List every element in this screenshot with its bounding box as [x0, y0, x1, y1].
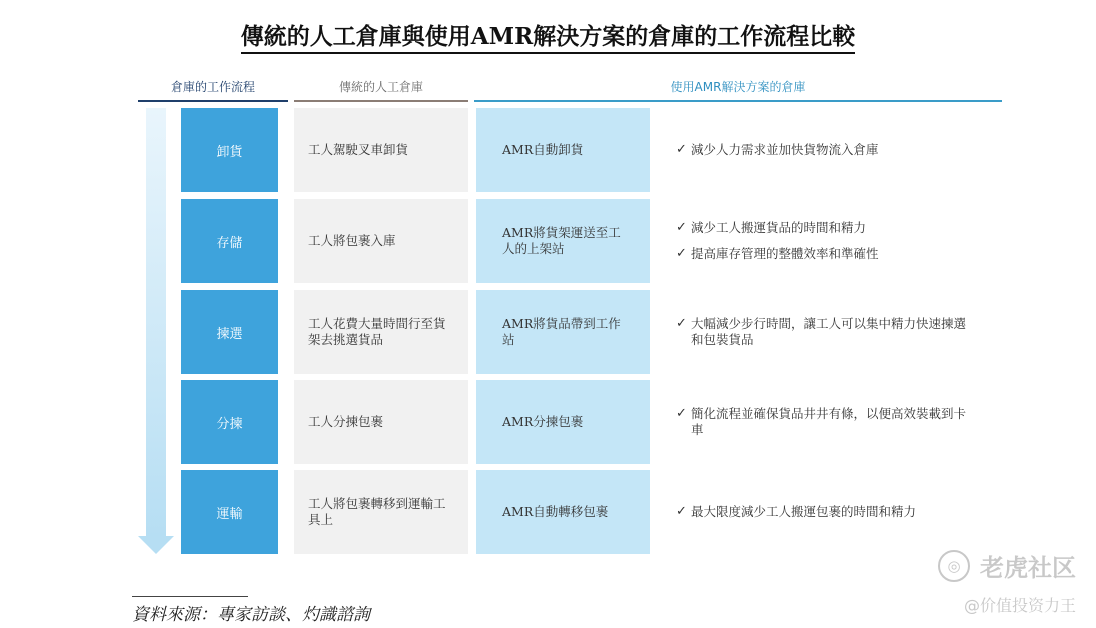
- amr-cell-sorting: [476, 380, 650, 464]
- amr-text: AMR將貨品帶到工作站: [502, 316, 621, 347]
- check-icon: ✓: [676, 142, 687, 157]
- title-text: 傳統的人工倉庫與使用AMR解決方案的倉庫的工作流程比較: [241, 23, 855, 54]
- manual-text: 工人花費大量時間行至貨架去挑選貨品: [308, 316, 446, 347]
- amr-cell-transport: [476, 470, 650, 554]
- manual-cell-storage: [294, 199, 468, 283]
- tiger-logo-icon: ◎: [938, 550, 970, 582]
- amr-cell-unloading: [476, 108, 650, 192]
- amr-cell-picking: [476, 290, 650, 374]
- amr-text: AMR自動轉移包裹: [502, 504, 609, 519]
- down-arrow-icon: [138, 108, 174, 556]
- benefits-unloading: [676, 108, 976, 192]
- manual-text: 工人將包裹入庫: [308, 233, 396, 248]
- page-title: [0, 18, 1096, 51]
- stage-unloading: 卸貨: [181, 108, 278, 192]
- manual-text: 工人將包裹轉移到運輸工具上: [308, 496, 446, 527]
- watermark-brand-text: 老虎社区: [980, 554, 1076, 582]
- amr-text: AMR分揀包裹: [502, 414, 584, 429]
- check-icon: ✓: [676, 246, 687, 261]
- benefits-storage: [676, 199, 976, 283]
- amr-text: AMR將貨架運送至工人的上架站: [502, 225, 621, 256]
- benefit-item: [676, 220, 976, 236]
- benefit-item: [676, 142, 976, 158]
- benefit-text: 減少人力需求並加快貨物流入倉庫: [691, 142, 879, 157]
- benefits-transport: [676, 470, 976, 554]
- manual-cell-sorting: [294, 380, 468, 464]
- header-workflow: 倉庫的工作流程: [170, 80, 255, 94]
- amr-text: AMR自動卸貨: [502, 142, 584, 157]
- manual-cell-picking: [294, 290, 468, 374]
- header-manual-underline: [294, 100, 468, 102]
- benefits-picking: [676, 290, 976, 374]
- benefit-text: 最大限度減少工人搬運包裹的時間和精力: [691, 504, 917, 519]
- stage-transport: 運輸: [181, 470, 278, 554]
- benefit-text: 大幅減少步行時間，讓工人可以集中精力快速揀選和包裝貨品: [691, 316, 967, 347]
- benefit-text: 提高庫存管理的整體效率和準確性: [691, 246, 879, 261]
- watermark-user: @价值投资力王: [963, 596, 1076, 615]
- benefit-item: [676, 406, 976, 438]
- header-amr-underline: [474, 100, 1002, 102]
- manual-cell-transport: [294, 470, 468, 554]
- stage-picking: 揀選: [181, 290, 278, 374]
- manual-cell-unloading: [294, 108, 468, 192]
- benefit-text: 簡化流程並確保貨品井井有條，以便高效裝載到卡車: [691, 406, 967, 437]
- flow-arrow: [138, 108, 174, 556]
- benefit-item: [676, 504, 976, 520]
- check-icon: ✓: [676, 220, 687, 235]
- watermark-brand: [938, 548, 1076, 583]
- header-manual: 傳統的人工倉庫: [338, 80, 423, 94]
- check-icon: ✓: [676, 406, 687, 421]
- source-note: 資料來源：專家訪談、灼識諮詢: [132, 605, 370, 625]
- check-icon: ✓: [676, 316, 687, 331]
- benefit-text: 減少工人搬運貨品的時間和精力: [691, 220, 867, 235]
- header-workflow-underline: [138, 100, 288, 102]
- amr-cell-storage: [476, 199, 650, 283]
- header-amr: 使用AMR解決方案的倉庫: [670, 80, 806, 94]
- source-divider: [132, 596, 248, 597]
- check-icon: ✓: [676, 504, 687, 519]
- benefit-item: [676, 316, 976, 348]
- manual-text: 工人駕駛叉車卸貨: [308, 142, 409, 157]
- manual-text: 工人分揀包裹: [308, 414, 384, 429]
- stage-storage: 存儲: [181, 199, 278, 283]
- benefits-sorting: [676, 380, 976, 464]
- stage-sorting: 分揀: [181, 380, 278, 464]
- benefit-item: [676, 246, 976, 262]
